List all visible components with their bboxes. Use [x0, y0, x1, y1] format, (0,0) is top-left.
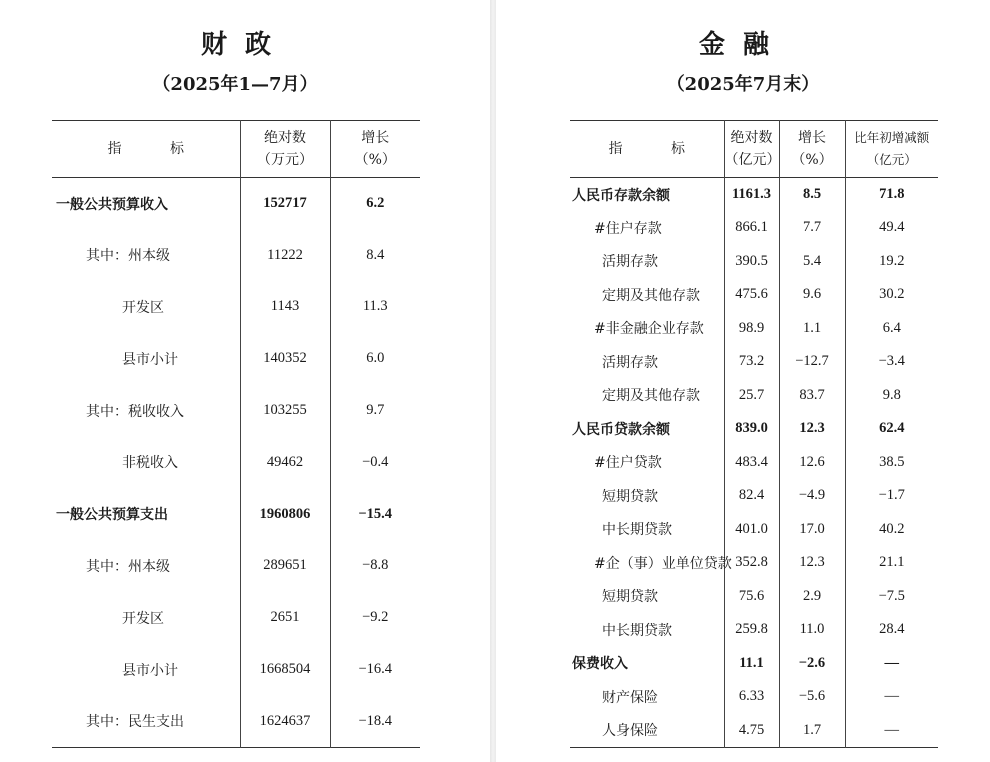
table-row [52, 644, 420, 696]
row-value: 11222 [240, 229, 330, 281]
row-value: 140352 [240, 333, 330, 385]
header-growth: 增长 （%） [330, 121, 420, 178]
row-change: −7.5 [845, 580, 938, 614]
row-growth: −5.6 [779, 680, 845, 714]
row-value: 401.0 [724, 513, 779, 547]
row-change: 71.8 [845, 178, 938, 212]
row-label: 活期存款 [602, 254, 658, 271]
row-label: 定期及其他存款 [602, 287, 700, 304]
banking-table [570, 120, 938, 748]
finance-table-body [52, 178, 420, 748]
row-change: 40.2 [845, 513, 938, 547]
row-change: 19.2 [845, 245, 938, 279]
row-label: 其中：州本级 [86, 248, 170, 265]
row-value: 98.9 [724, 312, 779, 346]
header-indicator: 指 标 [107, 141, 206, 157]
row-label: 非税收入 [122, 455, 178, 472]
header-absolute: 绝对数 （亿元） [724, 121, 779, 178]
row-value: 11.1 [724, 647, 779, 681]
row-growth: −0.4 [330, 436, 420, 488]
row-growth: −15.4 [330, 488, 420, 540]
row-change: 6.4 [845, 312, 938, 346]
row-growth: 5.4 [779, 245, 845, 279]
row-change: 9.8 [845, 379, 938, 413]
row-growth: 12.3 [779, 412, 845, 446]
row-value: 352.8 [724, 546, 779, 580]
row-value: 475.6 [724, 278, 779, 312]
row-value: 49462 [240, 436, 330, 488]
table-row [570, 613, 938, 647]
row-growth: −4.9 [779, 479, 845, 513]
table-row [570, 211, 938, 245]
table-row [52, 488, 420, 540]
row-growth: −8.8 [330, 540, 420, 592]
row-growth: 9.6 [779, 278, 845, 312]
row-growth: 83.7 [779, 379, 845, 413]
row-value: 25.7 [724, 379, 779, 413]
row-value: 75.6 [724, 580, 779, 614]
table-row [52, 540, 420, 592]
row-label: #企（事）业单位贷款 [594, 555, 732, 572]
row-change: 21.1 [845, 546, 938, 580]
row-label: 开发区 [122, 299, 164, 316]
row-label: 短期贷款 [602, 488, 658, 505]
row-growth: 11.3 [330, 281, 420, 333]
table-row [570, 412, 938, 446]
finance-subtitle: （2025年1—7月） [152, 74, 318, 95]
row-growth: 6.0 [330, 333, 420, 385]
row-growth: −16.4 [330, 644, 420, 696]
row-value: 839.0 [724, 412, 779, 446]
table-row [570, 647, 938, 681]
table-row [52, 592, 420, 644]
row-value: 1143 [240, 281, 330, 333]
row-change: 62.4 [845, 412, 938, 446]
row-change: −1.7 [845, 479, 938, 513]
row-label: 开发区 [122, 610, 164, 627]
banking-table-body [570, 178, 938, 748]
row-growth: 12.6 [779, 446, 845, 480]
row-growth: 7.7 [779, 211, 845, 245]
finance-table-header [52, 121, 420, 178]
row-value: 259.8 [724, 613, 779, 647]
row-growth: 2.9 [779, 580, 845, 614]
table-row [570, 479, 938, 513]
row-change: 38.5 [845, 446, 938, 480]
row-label: #住户存款 [594, 220, 662, 237]
row-growth: 8.4 [330, 229, 420, 281]
table-row [52, 385, 420, 437]
header-indicator: 指 标 [608, 141, 707, 157]
row-growth: −2.6 [779, 647, 845, 681]
table-row [52, 281, 420, 333]
row-value: 1668504 [240, 644, 330, 696]
header-absolute: 绝对数 （万元） [240, 121, 330, 178]
finance-title: 财政 [200, 30, 289, 60]
table-row [570, 580, 938, 614]
row-growth: 12.3 [779, 546, 845, 580]
table-row [52, 695, 420, 747]
row-growth: −18.4 [330, 695, 420, 747]
row-value: 390.5 [724, 245, 779, 279]
row-value: 82.4 [724, 479, 779, 513]
banking-title: 金融 [698, 30, 787, 60]
finance-table [52, 120, 420, 748]
row-value: 289651 [240, 540, 330, 592]
left-page-finance [0, 0, 490, 762]
table-row [570, 379, 938, 413]
row-label: 其中：民生支出 [86, 714, 184, 731]
row-value: 73.2 [724, 345, 779, 379]
row-value: 2651 [240, 592, 330, 644]
table-row [570, 178, 938, 212]
row-change: — [845, 647, 938, 681]
row-label: 人身保险 [602, 723, 658, 739]
table-row [570, 714, 938, 748]
table-row [52, 229, 420, 281]
row-growth: 9.7 [330, 385, 420, 437]
row-value: 1960806 [240, 488, 330, 540]
table-row [570, 546, 938, 580]
row-change: — [845, 714, 938, 748]
table-row [570, 513, 938, 547]
table-row [52, 178, 420, 230]
row-value: 866.1 [724, 211, 779, 245]
row-value: 6.33 [724, 680, 779, 714]
row-label: 财产保险 [602, 689, 658, 706]
table-row [570, 446, 938, 480]
row-label: 中长期贷款 [602, 622, 672, 639]
banking-table-header [570, 121, 938, 178]
header-change: 比年初增减额 （亿元） [845, 121, 938, 178]
row-growth: 1.1 [779, 312, 845, 346]
row-value: 152717 [240, 178, 330, 230]
row-label: 县市小计 [122, 662, 178, 679]
row-growth: 6.2 [330, 178, 420, 230]
row-label: #住户贷款 [594, 455, 662, 472]
row-value: 483.4 [724, 446, 779, 480]
row-label: 一般公共预算收入 [56, 196, 168, 213]
row-value: 1161.3 [724, 178, 779, 212]
row-value: 103255 [240, 385, 330, 437]
row-change: 49.4 [845, 211, 938, 245]
row-label: 中长期贷款 [602, 522, 672, 539]
table-row [570, 345, 938, 379]
row-growth: 11.0 [779, 613, 845, 647]
header-growth: 增长 （%） [779, 121, 845, 178]
table-row [570, 278, 938, 312]
row-label: 短期贷款 [602, 589, 658, 606]
row-label: 人民币存款余额 [572, 187, 670, 204]
row-growth: 1.7 [779, 714, 845, 748]
row-value: 1624637 [240, 695, 330, 747]
table-row [52, 436, 420, 488]
row-growth: 17.0 [779, 513, 845, 547]
row-label: 其中：州本级 [86, 558, 170, 575]
row-label: 一般公共预算支出 [56, 507, 168, 524]
row-label: 保费收入 [572, 656, 628, 673]
row-change: −3.4 [845, 345, 938, 379]
row-label: 活期存款 [602, 354, 658, 371]
row-growth: −12.7 [779, 345, 845, 379]
table-row [52, 333, 420, 385]
row-label: 其中：税收收入 [86, 403, 184, 420]
row-label: 定期及其他存款 [602, 388, 700, 405]
table-row [570, 312, 938, 346]
row-growth: −9.2 [330, 592, 420, 644]
row-change: — [845, 680, 938, 714]
row-label: #非金融企业存款 [594, 321, 704, 338]
row-value: 4.75 [724, 714, 779, 748]
table-row [570, 680, 938, 714]
row-change: 30.2 [845, 278, 938, 312]
row-label: 县市小计 [122, 351, 178, 368]
right-page-banking [496, 0, 990, 762]
row-change: 28.4 [845, 613, 938, 647]
banking-subtitle: （2025年7月末） [666, 74, 820, 95]
table-row [570, 245, 938, 279]
row-growth: 8.5 [779, 178, 845, 212]
row-label: 人民币贷款余额 [572, 421, 670, 438]
